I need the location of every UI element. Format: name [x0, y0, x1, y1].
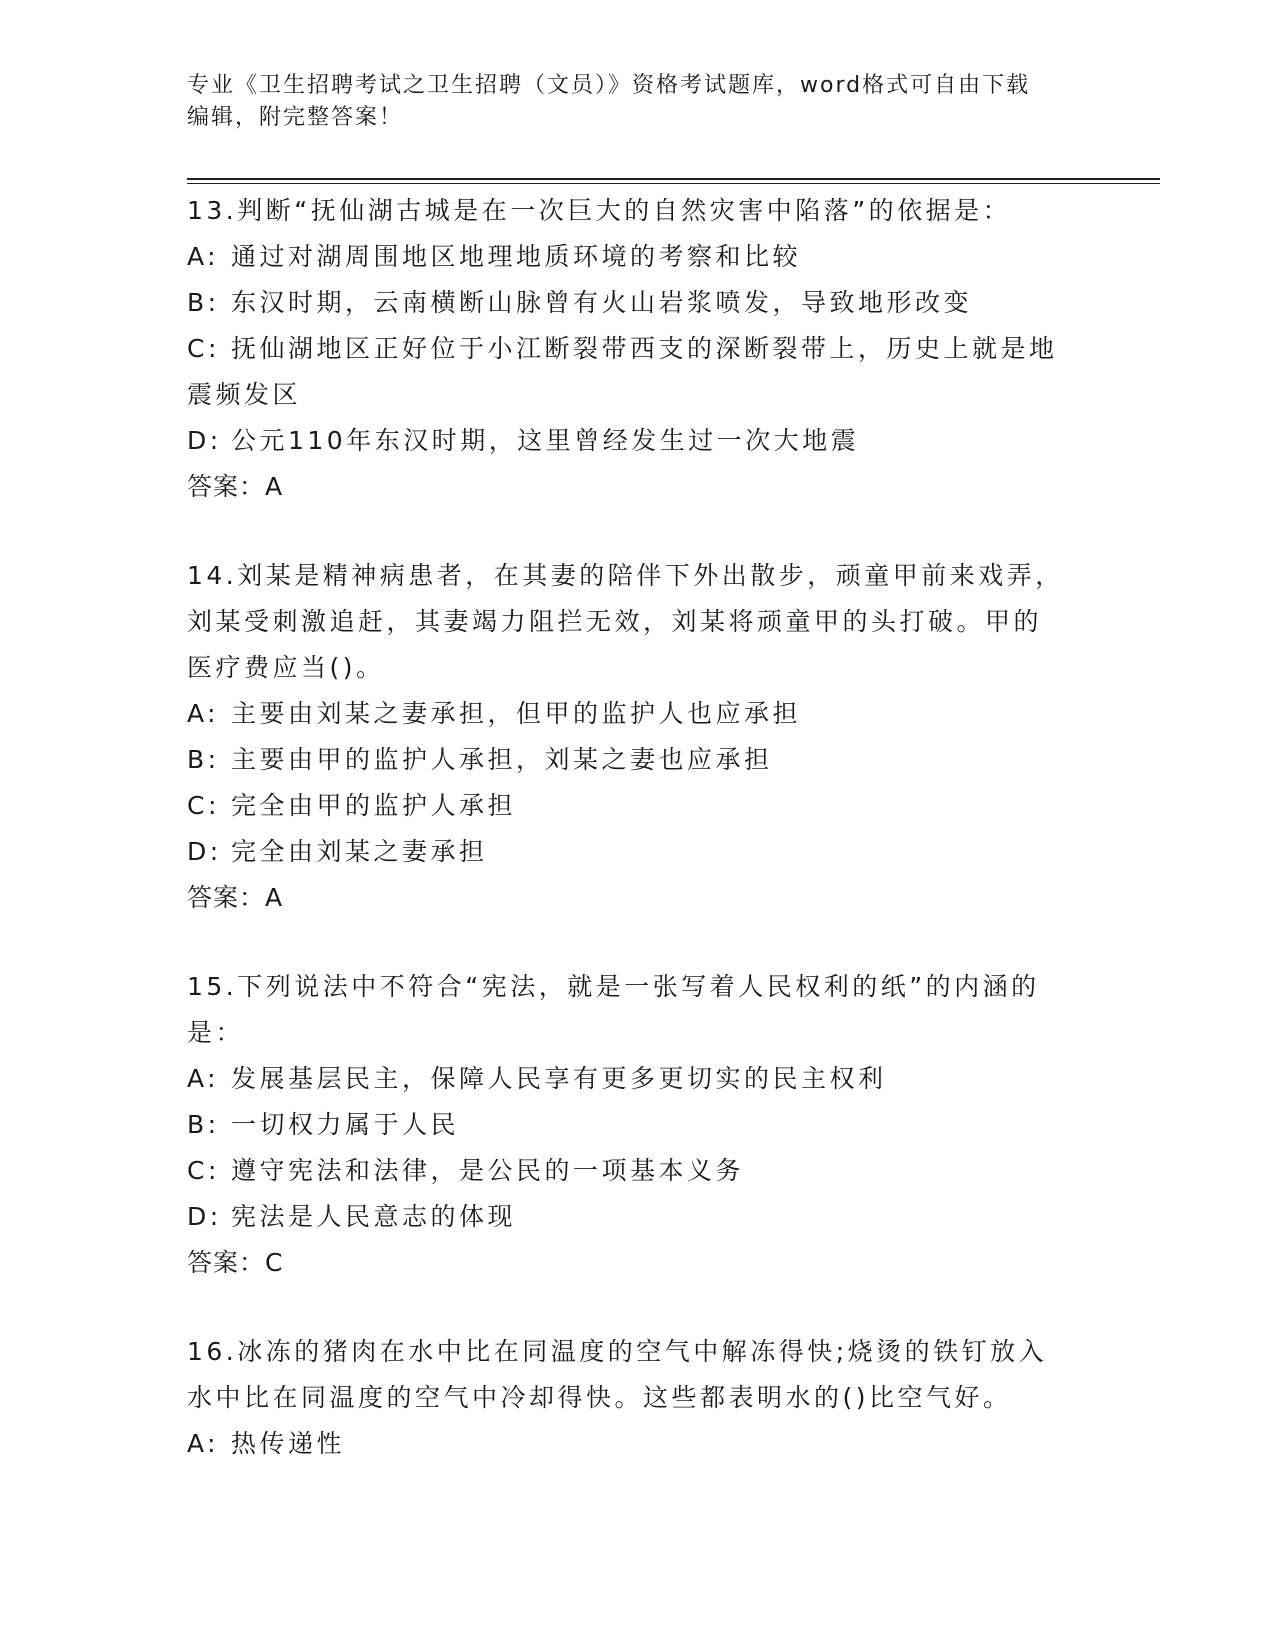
header-line-1: 专业《卫生招聘考试之卫生招聘（文员）》资格考试题库，word格式可自由下载	[187, 73, 1031, 98]
option-letter: B:	[187, 288, 220, 317]
question-stem: 水中比在同温度的空气中冷却得快。这些都表明水的()比空气好。	[187, 1383, 1012, 1412]
question-block	[187, 553, 1087, 921]
option-text: 遵守宪法和法律，是公民的一项基本义务	[231, 1156, 745, 1185]
option-text: 公元110年东汉时期，这里曾经发生过一次大地震	[231, 426, 860, 455]
question-stem: 16.冰冻的猪肉在水中比在同温度的空气中解冻得快;烧烫的铁钉放入	[187, 1337, 1048, 1366]
question-stem: 14.刘某是精神病患者，在其妻的陪伴下外出散步，顽童甲前来戏弄，	[187, 561, 1064, 590]
question-block	[187, 188, 1087, 510]
question-block	[187, 1329, 1087, 1467]
question-stem: 15.下列说法中不符合“宪法，就是一张写着人民权利的纸”的内涵的	[187, 972, 1040, 1001]
option-text: 完全由刘某之妻承担	[231, 837, 488, 866]
option-text: 完全由甲的监护人承担	[231, 791, 517, 820]
option-text: 宪法是人民意志的体现	[231, 1202, 517, 1231]
header-divider-thin	[187, 183, 1160, 184]
answer-option	[187, 1421, 1087, 1467]
option-letter: A:	[187, 1064, 220, 1093]
document-header	[187, 70, 1087, 134]
answer-key: 答案：C	[187, 1248, 284, 1277]
answer-option	[187, 280, 1087, 326]
option-letter: C:	[187, 791, 220, 820]
option-letter: A:	[187, 1429, 220, 1458]
question-stem: 是：	[187, 1018, 245, 1047]
answer-option	[187, 234, 1087, 280]
answer-option	[187, 737, 1087, 783]
option-letter: B:	[187, 745, 220, 774]
option-letter: A:	[187, 699, 220, 728]
option-text: 热传递性	[231, 1429, 346, 1458]
question-block	[187, 964, 1087, 1286]
question-list	[187, 188, 1087, 1510]
option-letter: C:	[187, 334, 220, 363]
answer-key: 答案：A	[187, 472, 284, 501]
header-line-2: 编辑，附完整答案！	[187, 105, 404, 130]
option-letter: C:	[187, 1156, 220, 1185]
option-letter: D:	[187, 1202, 222, 1231]
option-text: 主要由刘某之妻承担，但甲的监护人也应承担	[231, 699, 802, 728]
option-text: 一切权力属于人民	[231, 1110, 460, 1139]
question-stem: 13.判断“抚仙湖古城是在一次巨大的自然灾害中陷落”的依据是：	[187, 196, 1012, 225]
answer-option	[187, 783, 1087, 829]
answer-option	[187, 829, 1087, 875]
option-letter: A:	[187, 242, 220, 271]
question-stem: 医疗费应当()。	[187, 653, 385, 682]
option-letter: D:	[187, 426, 222, 455]
answer-option	[187, 1102, 1087, 1148]
option-letter: B:	[187, 1110, 220, 1139]
header-divider-thick	[187, 178, 1160, 180]
option-text: 发展基层民主，保障人民享有更多更切实的民主权利	[231, 1064, 887, 1093]
answer-option	[187, 326, 1087, 372]
option-text: 主要由甲的监护人承担，刘某之妻也应承担	[231, 745, 773, 774]
answer-option	[187, 418, 1087, 464]
answer-option	[187, 372, 1087, 418]
question-stem: 刘某受刺激追赶，其妻竭力阻拦无效，刘某将顽童甲的头打破。甲的	[187, 607, 1043, 636]
option-letter: D:	[187, 837, 222, 866]
option-text: 通过对湖周围地区地理地质环境的考察和比较	[231, 242, 802, 271]
answer-option	[187, 1194, 1087, 1240]
answer-option	[187, 1056, 1087, 1102]
option-text: 东汉时期，云南横断山脉曾有火山岩浆喷发，导致地形改变	[231, 288, 973, 317]
option-text: 抚仙湖地区正好位于小江断裂带西支的深断裂带上，历史上就是地	[231, 334, 1058, 363]
answer-option	[187, 1148, 1087, 1194]
answer-key: 答案：A	[187, 883, 284, 912]
answer-option	[187, 691, 1087, 737]
option-text: 震频发区	[187, 380, 302, 409]
